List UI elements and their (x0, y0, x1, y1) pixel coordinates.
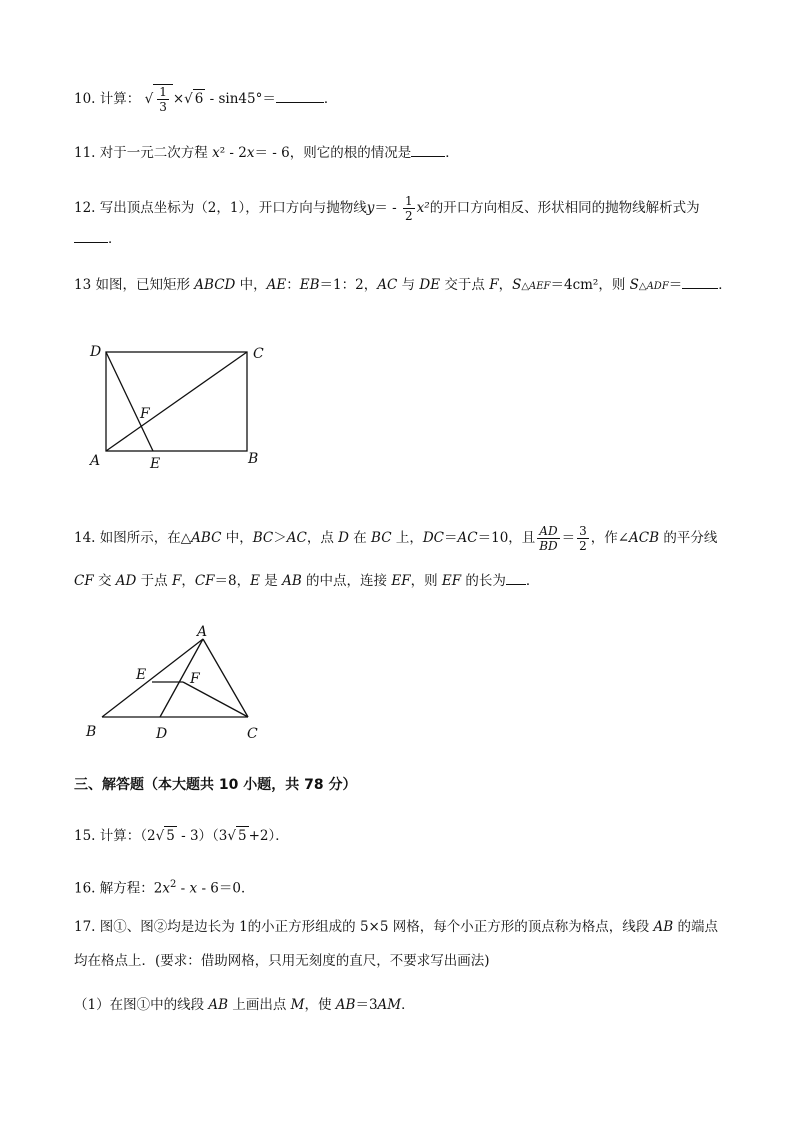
question-15 (74, 826, 289, 845)
section-heading: 三、解答题（本大题共 10 小题，共 78 分） (74, 777, 357, 793)
sqrt-one-third: √ $\frac{1}{3}$ (145, 84, 173, 114)
text: 上， (391, 530, 423, 546)
var: M (290, 997, 305, 1013)
var: x (162, 880, 170, 897)
text: ＝ (444, 530, 458, 546)
question-number: 10. (74, 91, 96, 107)
text: ＝ (561, 530, 576, 546)
var: E (250, 573, 260, 589)
label-a: A (197, 624, 208, 640)
figure-14-triangle (80, 618, 280, 748)
var: EF (441, 573, 462, 589)
label-e: E (150, 456, 161, 472)
var: EB (299, 277, 320, 293)
figure-13-rectangle (80, 338, 280, 478)
question-number: 11. (74, 145, 96, 161)
var: CF (74, 573, 94, 589)
question-17-part1 (74, 996, 415, 1014)
var: x² (416, 200, 430, 216)
question-13 (74, 276, 732, 296)
var: AB (335, 997, 356, 1013)
text: 是 (260, 573, 283, 589)
var: DC (422, 530, 445, 546)
text: 交于点 (440, 277, 490, 293)
label-f: F (190, 671, 200, 687)
fraction-half: $\frac{1}{2}$ (405, 194, 413, 223)
text: ＞ (273, 530, 287, 546)
text: 对于一元二次方程 (99, 145, 213, 161)
subscript: △AEF (521, 281, 551, 292)
answer-blank (682, 276, 718, 289)
label-f: F (140, 406, 150, 422)
text: ，作∠ (590, 530, 630, 546)
text: ＝1：2， (319, 277, 378, 293)
text: ＝ (668, 277, 683, 293)
label-c: C (247, 726, 258, 742)
text: 如图，已知矩形 (95, 277, 195, 293)
text: ＝10，且 (477, 530, 536, 546)
var: ABC (191, 530, 222, 546)
text: ， (498, 277, 513, 293)
fraction-3-2: $\frac{3}{2}$ (579, 524, 587, 553)
text: 在 (348, 530, 372, 546)
question-number: 16. (74, 880, 96, 897)
text: ： (286, 277, 300, 293)
var: DE (419, 277, 441, 293)
var: x (246, 145, 255, 161)
var: AB (653, 919, 674, 935)
text: 计算：（2 (99, 828, 156, 844)
text: 的长为 (461, 573, 506, 589)
var: CF (194, 573, 215, 589)
expression-rest: - sin45°＝ (205, 91, 276, 107)
var: AC (286, 530, 307, 546)
text: 图①、图②均是边长为 1的小正方形组成的 5×5 网格，每个小正方形的顶点称为格点，线段 (99, 919, 654, 935)
var: x (189, 880, 198, 897)
var: AB (282, 573, 302, 589)
answer-blank (276, 90, 324, 103)
question-number: 17. (74, 919, 96, 935)
question-16 (74, 876, 254, 898)
var: AD (115, 573, 137, 589)
text: 的端点 (673, 919, 718, 935)
text: 交 (93, 573, 116, 589)
text: ² - 2 (219, 145, 247, 161)
var: F (489, 277, 499, 293)
text: ＝3 (355, 997, 378, 1013)
question-number: 14. (74, 530, 96, 546)
subscript: △ADF (638, 281, 669, 292)
period: ． (445, 145, 459, 161)
period: ． (718, 277, 732, 293)
text: ，点 (306, 530, 339, 546)
var: AC (377, 277, 398, 293)
text: ＝4cm²，则 (550, 277, 630, 293)
text: 于点 (136, 573, 172, 589)
question-14-line2 (74, 572, 539, 590)
label-c: C (253, 346, 264, 362)
superscript: 2 (170, 879, 177, 890)
text: 与 (397, 277, 420, 293)
label-e: E (136, 667, 147, 683)
var: y (366, 200, 375, 216)
var: AC (457, 530, 478, 546)
var: ABCD (194, 277, 236, 293)
question-number: 12. (74, 200, 96, 216)
var: BC (371, 530, 392, 546)
text: ＝ - (374, 200, 402, 216)
label-a: A (90, 453, 101, 469)
frac-den: 3 (159, 100, 167, 114)
question-12-line2 (74, 230, 122, 248)
text: （1）在图①中的线段 (74, 997, 209, 1013)
fraction-ad-bd: $\frac{AD}{BD}$ (539, 524, 558, 553)
frac-num: 1 (159, 85, 167, 99)
var: F (171, 573, 182, 589)
text: ＝ - 6，则它的根的情况是 (254, 145, 412, 161)
text: 的平分线 (659, 530, 718, 546)
text: 上画出点 (228, 997, 291, 1013)
var: x (212, 145, 220, 161)
label-d: D (156, 726, 168, 742)
text: ． (401, 997, 415, 1013)
question-11 (74, 144, 459, 162)
var: AE (266, 277, 287, 293)
text: 的开口方向相反、形状相同的抛物线解析式为 (429, 200, 700, 216)
text: 解方程：2 (99, 880, 163, 897)
period: ． (323, 91, 338, 107)
var: EF (391, 573, 411, 589)
question-10 (74, 84, 337, 114)
text: - (176, 880, 190, 897)
text: ，则 (410, 573, 442, 589)
var: AM (377, 997, 402, 1013)
question-number: 13 (74, 277, 92, 293)
label-b: B (248, 451, 259, 467)
text: ＝8， (214, 573, 251, 589)
var: AB (208, 997, 229, 1013)
times-sign: × (172, 91, 185, 107)
var: S (629, 277, 639, 293)
answer-blank (506, 572, 526, 585)
text: +2）． (248, 828, 289, 844)
sqrt-six: √ 6 (184, 91, 204, 107)
var: D (338, 530, 349, 546)
segment-de (106, 352, 153, 451)
period: ． (108, 231, 122, 247)
label-b: B (86, 724, 97, 740)
question-number: 15. (74, 828, 96, 844)
text: 中， (221, 530, 253, 546)
var: S (512, 277, 522, 293)
text: - 6＝0． (197, 880, 255, 897)
sqrt-five: √ 5 (227, 828, 247, 844)
answer-blank (74, 230, 108, 243)
text: - 3）（3 (176, 828, 228, 844)
var: ACB (629, 530, 660, 546)
sqrt-five: √ 5 (155, 828, 175, 844)
question-14 (74, 524, 717, 553)
segment-ac (106, 352, 247, 451)
label-d: D (90, 344, 102, 360)
question-label: 计算： (99, 91, 141, 107)
question-12 (74, 194, 700, 223)
var: BC (252, 530, 274, 546)
text: 如图所示，在△ (99, 530, 192, 546)
text: 的中点，连接 (301, 573, 392, 589)
text: ，使 (304, 997, 336, 1013)
question-17-line2: 均在格点上．(要求：借助网格，只用无刻度的直尺，不要求写出画法) (74, 953, 490, 969)
text: 中， (235, 277, 267, 293)
period: ． (525, 573, 540, 589)
segment-ab (102, 639, 203, 717)
answer-blank (411, 144, 445, 157)
text: ， (181, 573, 195, 589)
question-17 (74, 918, 718, 936)
text: 写出顶点坐标为（2，1），开口方向与抛物线 (99, 200, 367, 216)
